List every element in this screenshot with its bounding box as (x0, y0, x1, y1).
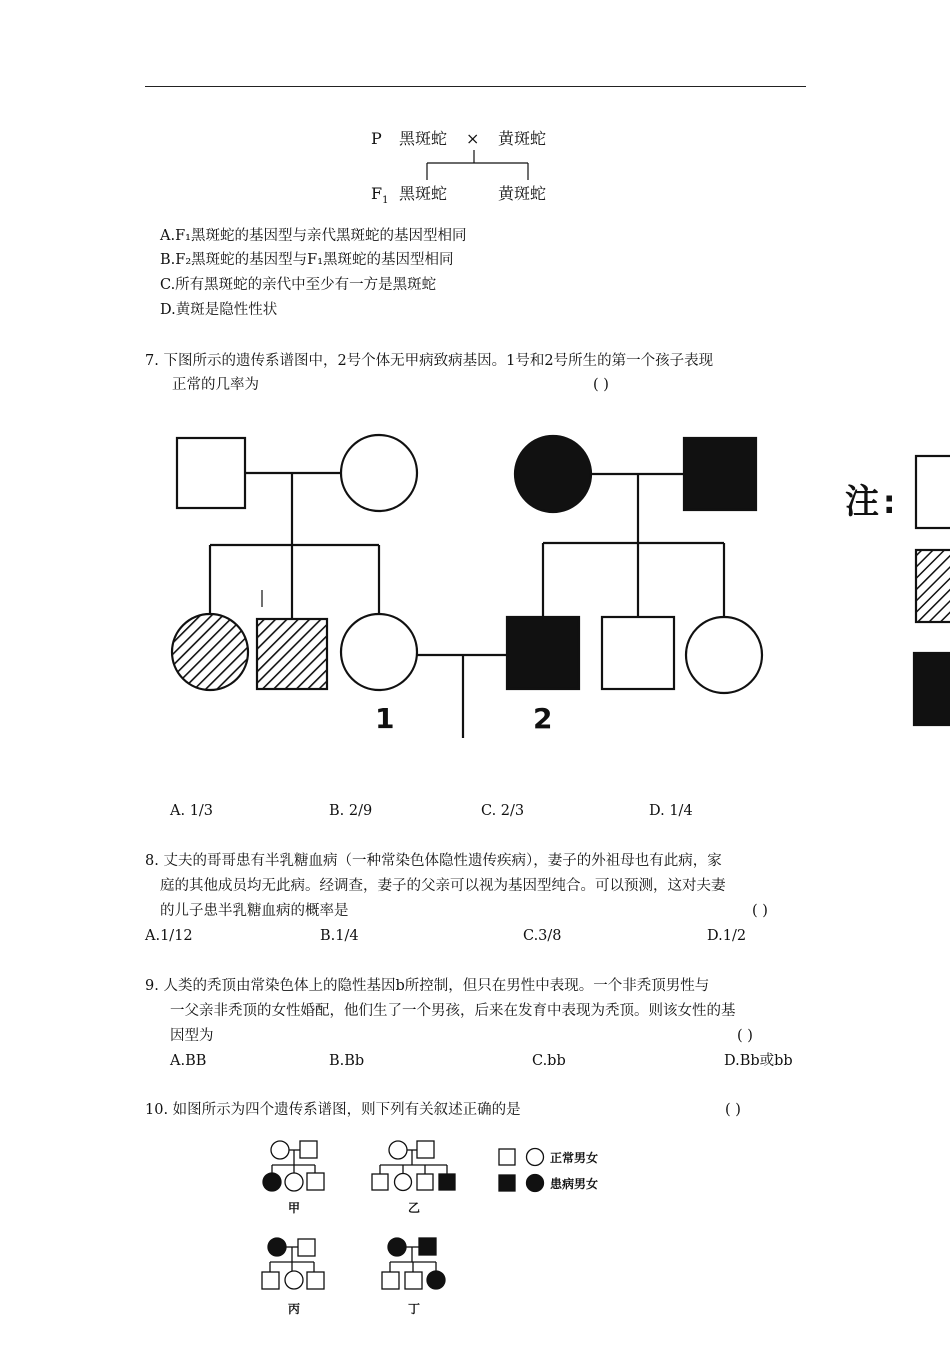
yi-mother-circle (389, 1141, 407, 1159)
q9-stem-line2: 一父亲非秃顶的女性婚配，他们生了一个男孩，后来在发育中表现为秃顶。则该女性的基 (170, 1003, 736, 1019)
q8-option-a: A.1/12 (145, 928, 193, 944)
q10-legend-affected-female (527, 1175, 544, 1192)
jia-father-square (300, 1141, 317, 1158)
q9-option-c: C.bb (532, 1053, 566, 1069)
yi-father-square (417, 1141, 434, 1158)
q8-option-d: D.1/2 (707, 928, 747, 944)
q7-answer-bracket: ( ) (593, 377, 609, 393)
q9-option-d: D.Bb或bb (724, 1053, 793, 1069)
cross-times: × (466, 129, 480, 148)
jia-child-affected-female (263, 1173, 281, 1191)
q10-legend-normal-male (499, 1149, 515, 1165)
yi-child-affected-male (439, 1174, 455, 1190)
cross-lines (427, 150, 528, 180)
q8-answer-bracket: ( ) (752, 903, 768, 919)
ding-mother-affected (388, 1238, 406, 1256)
q8-stem-line2: 庭的其他成员均无此病。经调查，妻子的父亲可以视为基因型纯合。可以预测，这对夫妻 (160, 878, 726, 894)
q6-option-a: A.F₁黑斑蛇的基因型与亲代黑斑蛇的基因型相同 (160, 228, 467, 244)
pedigree-yi-label: 乙 (408, 1201, 421, 1215)
q10-answer-bracket: ( ) (725, 1102, 741, 1118)
left-son-affected-square (257, 619, 327, 689)
yi-child-male-1 (372, 1174, 388, 1190)
q7-option-b: B. 2/9 (329, 803, 373, 819)
q6-option-d: D.黄斑是隐性性状 (160, 302, 278, 318)
legend-filled-square (914, 653, 950, 725)
q6-option-b: B.F₂黑斑蛇的基因型与F₁黑斑蛇的基因型相同 (160, 252, 454, 268)
bing-mother-affected (268, 1238, 286, 1256)
individual-2-label: 2 (533, 702, 553, 735)
bing-child-female (285, 1271, 303, 1289)
q9-option-a: A.BB (170, 1053, 207, 1069)
q6-option-c: C.所有黑斑蛇的亲代中至少有一方是黑斑蛇 (160, 277, 437, 293)
individual-1-label: 1 (375, 702, 395, 735)
legend-normal-square (916, 456, 950, 528)
q9-stem-line3: 因型为 (170, 1028, 214, 1044)
q7-option-d: D. 1/4 (649, 803, 693, 819)
individual-1-circle (341, 614, 417, 690)
individual-2-filled-square (507, 617, 579, 689)
q10-legend-affected-label: 患病男女 (550, 1177, 599, 1191)
cross-child-a: 黑斑蛇 (399, 184, 448, 203)
q8-option-c: C.3/8 (523, 928, 562, 944)
yi-child-male-2 (417, 1174, 433, 1190)
bing-child-male-1 (262, 1272, 279, 1289)
q10-legend-normal-label: 正常男女 (550, 1151, 599, 1165)
pedigree-jia-label: 甲 (288, 1201, 301, 1215)
ding-father-affected (419, 1238, 436, 1255)
right-son-square (602, 617, 674, 689)
ding-child-affected-female (427, 1271, 445, 1289)
legend-hatched-square (916, 550, 950, 622)
left-grandmother-circle (341, 435, 417, 511)
q10-legend-affected-male (499, 1175, 515, 1191)
q7-option-c: C. 2/3 (481, 803, 525, 819)
jia-mother-circle (271, 1141, 289, 1159)
q8-option-b: B.1/4 (320, 928, 359, 944)
bing-father-square (298, 1239, 315, 1256)
cross-f1-label: $F_1$ (371, 184, 389, 207)
left-daughter-affected-circle (172, 614, 248, 690)
q10-legend-normal-female (527, 1149, 544, 1166)
q10-stem: 10. 如图所示为四个遗传系谱图，则下列有关叙述正确的是 (145, 1102, 521, 1118)
q9-option-b: B.Bb (329, 1053, 365, 1069)
ding-child-male-2 (405, 1272, 422, 1289)
q7-option-a: A. 1/3 (170, 803, 214, 819)
q8-stem-line1: 8. 丈夫的哥哥患有半乳糖血病（一种常染色体隐性遗传疾病），妻子的外祖母也有此病，家 (145, 853, 722, 869)
cross-child-b: 黄斑蛇 (498, 184, 547, 203)
right-grandmother-filled-circle (515, 436, 591, 512)
cross-parent-b: 黄斑蛇 (498, 129, 547, 148)
jia-child-normal-female (285, 1173, 303, 1191)
bing-child-male-2 (307, 1272, 324, 1289)
cross-parent-a: 黑斑蛇 (399, 129, 448, 148)
q7-stem-line1: 7. 下图所示的遗传系谱图中，2号个体无甲病致病基因。1号和2号所生的第一个孩子表现 (145, 353, 714, 369)
legend-note-label: 注: (845, 482, 900, 522)
ding-child-male-1 (382, 1272, 399, 1289)
cross-p-label: P (371, 129, 382, 148)
q9-answer-bracket: ( ) (737, 1028, 753, 1044)
jia-child-normal-male (307, 1173, 324, 1190)
q7-stem-line2: 正常的几率为 (172, 377, 259, 393)
right-grandfather-filled-square (684, 438, 756, 510)
right-daughter-circle (686, 617, 762, 693)
pedigree-bing-label: 丙 (288, 1302, 301, 1316)
left-grandfather-square (177, 438, 245, 508)
q8-stem-line3: 的儿子患半乳糖血病的概率是 (160, 903, 349, 919)
pedigree-ding-label: 丁 (408, 1302, 421, 1316)
yi-child-female (395, 1174, 412, 1191)
q9-stem-line1: 9. 人类的秃顶由常染色体上的隐性基因b所控制，但只在男性中表现。一个非秃顶男性与 (145, 978, 710, 994)
